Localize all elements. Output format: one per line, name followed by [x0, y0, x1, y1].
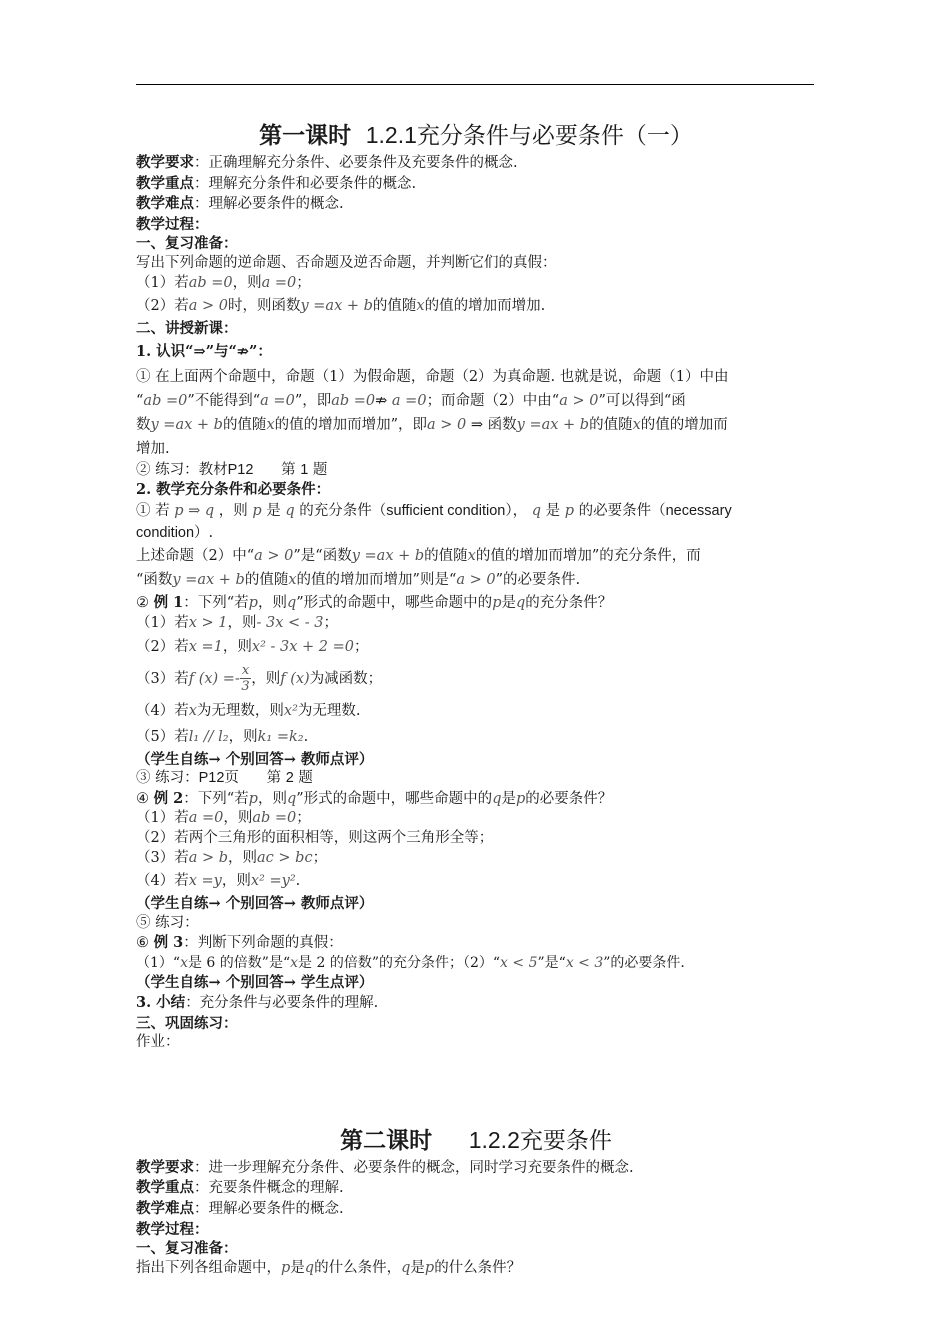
not-implies-icon: ⇏: [236, 342, 250, 360]
text: 的值随: [589, 416, 633, 433]
text: ”形式的命题中，哪些命题中的: [296, 790, 493, 807]
text: ：下列“若: [183, 594, 249, 611]
l1-example-3-items: [136, 954, 816, 974]
text: ”与“: [205, 342, 237, 360]
math: y =ax + b: [300, 298, 373, 315]
l2-review-heading: 一、复习准备：: [136, 1240, 238, 1258]
text: 是: [501, 594, 516, 611]
label: 例 2: [153, 789, 184, 807]
text: 的什么条件？: [434, 1259, 522, 1276]
text: 的值的增加而增加”则是“: [296, 571, 457, 588]
text: ③ 练习：: [136, 770, 199, 787]
text: 的值随: [424, 547, 468, 564]
text: 增加.: [136, 440, 170, 457]
math: q: [492, 790, 502, 807]
math: q: [401, 1259, 411, 1276]
l1-example-3: [136, 933, 816, 954]
text: condition: [136, 524, 195, 541]
text: ，则: [221, 873, 251, 890]
lesson1-title-number: 1.2.1: [365, 122, 417, 148]
text: sufficient condition: [386, 502, 506, 519]
l1-definition: [136, 500, 816, 544]
text: ，则: [223, 810, 253, 827]
lesson2-title: [136, 1123, 816, 1158]
not-implies-icon: ⇏: [375, 392, 388, 409]
text: 的值随: [372, 298, 417, 315]
section-spacer: [136, 1053, 816, 1115]
text: 2: [285, 770, 294, 787]
text: ：理解必要条件的概念.: [194, 196, 344, 213]
text: 的值的增加而增加.: [424, 298, 546, 315]
l1-requirement: [136, 153, 816, 174]
text: （1）若: [136, 810, 189, 827]
l1-homework: 作业：: [136, 1034, 180, 1051]
math: a =0: [391, 392, 427, 409]
math: q: [304, 1259, 315, 1276]
text: 是: [501, 790, 516, 807]
text: （4）若: [136, 873, 189, 890]
text: ，则: [227, 614, 257, 631]
text: 的必要条件？: [525, 790, 613, 807]
text: 函数: [487, 416, 517, 433]
l1-example-2: [136, 789, 816, 810]
l1-paragraph-1: [136, 365, 816, 461]
text: 是: [290, 1259, 305, 1276]
implies-icon: ⇒: [470, 416, 484, 433]
text: “函数: [136, 571, 173, 588]
math: p: [281, 1259, 291, 1276]
math: x < 5: [500, 954, 538, 971]
text: ”，即: [294, 392, 332, 409]
text: ① 在上面两个命题中，命题（1）为假命题，命题（2）为真命题. 也就是说，命题（1）中由: [136, 368, 729, 385]
label: 例 1: [153, 593, 184, 611]
text: （2）若: [136, 298, 189, 315]
text: 1: [300, 461, 309, 478]
lesson1-title-text: 充分条件与必要条件（一）: [416, 123, 693, 149]
implies-icon: ⇒: [193, 342, 206, 360]
text: 指出下列各组命题中，: [136, 1259, 281, 1276]
text: 的充分条件（: [299, 502, 387, 519]
math: a =0: [260, 392, 295, 409]
text: 上述命题（2）中“: [136, 547, 255, 564]
fraction-numerator: x: [241, 663, 250, 679]
math: x² - 3x + 2 =0: [251, 638, 354, 655]
text: ：判断下列命题的真假：: [183, 935, 343, 952]
math: ab =0: [331, 392, 376, 409]
text: ，则: [251, 670, 281, 687]
l2-review-question: [136, 1259, 816, 1279]
math: x: [180, 954, 188, 971]
math: p: [248, 790, 258, 807]
text: ⑥: [136, 935, 154, 952]
text: 为无理数，则: [196, 702, 284, 719]
text: 的值的增加而增加”，即: [274, 416, 428, 433]
l1-new-lesson-heading: 二、讲授新课：: [136, 320, 238, 338]
text: 的必要条件（: [578, 502, 666, 519]
text: ：下列“若: [183, 790, 249, 807]
text: ），: [505, 502, 528, 519]
l1-example-1-item-4: [136, 698, 816, 724]
math: p ⇒ q: [174, 502, 215, 519]
math: - 3x < - 3: [256, 614, 324, 631]
l1-difficulty: [136, 194, 816, 215]
label: 教学重点: [136, 1179, 194, 1197]
l1-consolidation-heading: 三、巩固练习：: [136, 1014, 238, 1032]
lesson2-title-number: 1.2.2: [468, 1126, 520, 1153]
math: ab =0: [143, 392, 188, 409]
text: （2）若: [136, 638, 189, 655]
text: ，则: [232, 274, 262, 291]
text: （3）若: [136, 849, 189, 866]
text: ② 练习：教材: [136, 461, 228, 478]
text: （1）若: [136, 274, 189, 291]
math: x: [188, 702, 197, 719]
math: p: [248, 594, 258, 611]
label: 教学难点: [136, 1200, 194, 1218]
l2-key-point: [136, 1178, 816, 1199]
l1-review-item-1: [136, 274, 816, 294]
text: 时，则函数: [227, 298, 301, 315]
math: y =ax + b: [351, 547, 425, 564]
math: x < 3: [565, 954, 604, 971]
text: 的充分条件？: [525, 594, 613, 611]
text: 的什么条件，: [314, 1259, 402, 1276]
math: p: [492, 594, 502, 611]
l1-process-heading: 教学过程：: [136, 215, 209, 233]
l1-key-point: [136, 174, 816, 195]
math: x: [266, 416, 275, 433]
text: 第: [266, 770, 282, 787]
math: x: [290, 954, 299, 971]
text: 为无理数.: [297, 702, 361, 719]
math: x²: [283, 702, 298, 719]
label: 例 3: [153, 934, 184, 952]
text: ”是“函数: [293, 547, 352, 564]
l1-review-text: 写出下列命题的逆命题、否命题及逆否命题，并判断它们的真假：: [136, 254, 557, 271]
text: ”形式的命题中，哪些命题中的: [296, 594, 493, 611]
text: 的值的增加而: [640, 416, 728, 433]
text: 是 6 的倍数”是“: [187, 954, 291, 971]
text: 的值随: [244, 571, 289, 588]
l1-example-1: [136, 592, 816, 614]
math: q: [286, 594, 297, 611]
text: ，则: [257, 790, 287, 807]
text: （3）若: [136, 670, 189, 687]
math: a > 0: [254, 547, 294, 564]
l1-example-1-item-1: [136, 614, 816, 634]
text: ：充要条件概念的理解.: [194, 1180, 344, 1197]
math: a =0: [261, 274, 297, 291]
text: necessary: [665, 502, 732, 519]
text: ；: [296, 274, 311, 291]
text: （5）若: [136, 728, 189, 745]
math: a > 0: [456, 571, 496, 588]
l1-example-2-item-1: [136, 809, 816, 829]
text: 的值随: [222, 416, 267, 433]
label: 教学要求: [136, 154, 194, 171]
lesson2-title-text: 充要条件: [519, 1127, 612, 1154]
l1-flow-note-1: （学生自练→ 个别回答→ 教师点评）: [136, 750, 374, 768]
lesson2-title-bold: 第二课时: [340, 1126, 433, 1154]
l1-review-item-2: [136, 293, 816, 319]
l1-example-1-item-5: [136, 724, 816, 750]
text: （1）“: [136, 954, 181, 971]
math: a > 0: [427, 416, 467, 433]
l1-exercise-1: [136, 461, 816, 481]
text: “: [136, 392, 144, 409]
text: （4）若: [136, 702, 189, 719]
math: p: [252, 502, 262, 519]
l2-requirement: [136, 1158, 816, 1179]
l1-section-1-heading: [136, 339, 816, 365]
math: y =ax + b: [150, 416, 223, 433]
text: P12: [198, 770, 225, 787]
math: q: [515, 594, 526, 611]
text: 的值的增加而增加”的充分条件，而: [475, 547, 701, 564]
math: y =ax + b: [172, 571, 245, 588]
math: a > 0: [188, 298, 228, 315]
text: ① 若: [136, 502, 170, 519]
text: 第: [281, 461, 296, 478]
math: p: [424, 1259, 435, 1276]
math: a =0: [188, 810, 224, 827]
l1-exercise-3: ⑤ 练习：: [136, 914, 199, 931]
lesson1-title-bold: 第一课时: [259, 122, 352, 149]
math: q: [285, 502, 295, 519]
text: ；: [296, 810, 311, 827]
text: ②: [136, 594, 154, 611]
l1-flow-note-3: （学生自练→ 个别回答→ 学生点评）: [136, 974, 374, 992]
text: 是: [410, 1259, 425, 1276]
math: p: [564, 502, 574, 519]
document-page: [136, 118, 816, 1278]
text: 为减函数；: [309, 670, 383, 687]
text: 1. 认识“: [136, 342, 194, 360]
l2-process-heading: 教学过程：: [136, 1220, 209, 1238]
text: 数: [136, 416, 151, 433]
text: ；: [323, 614, 339, 631]
text: 页: [224, 770, 239, 787]
text: ：正确理解充分条件、必要条件及充要条件的概念.: [194, 155, 518, 171]
text: ”可以得到“函: [598, 392, 686, 409]
text: ，则: [222, 638, 252, 655]
text: ，则: [218, 502, 248, 519]
lesson1-title: [136, 118, 816, 153]
text: 题: [312, 461, 328, 478]
text: （1）若: [136, 614, 189, 631]
l1-review-heading: 一、复习准备：: [136, 235, 238, 253]
text: ，则: [228, 849, 258, 866]
text: ；: [312, 849, 328, 866]
text: .: [303, 728, 309, 745]
l1-example-1-item-2: [136, 634, 816, 660]
text: ：进一步理解充分条件、必要条件的概念，同时学习充要条件的概念.: [194, 1159, 634, 1176]
text: 是: [545, 502, 561, 519]
math: x² =y²: [250, 873, 296, 890]
math: q: [531, 502, 541, 519]
label: 教学要求: [136, 1158, 194, 1176]
text: .: [295, 873, 301, 890]
text: ”是“: [537, 954, 566, 971]
text: ：充分条件与必要条件的理解.: [185, 995, 379, 1012]
text: ，则: [228, 728, 258, 745]
math: x =y: [188, 873, 222, 890]
text: 是: [266, 502, 281, 519]
l2-difficulty: [136, 1199, 816, 1220]
l1-example-2-item-3: [136, 849, 816, 869]
text: ）.: [194, 524, 214, 541]
label: 教学难点: [136, 195, 194, 213]
math: l₁ // l₂: [188, 728, 229, 745]
math: ab =0: [252, 810, 297, 827]
l1-above-statement: [136, 544, 816, 592]
text: ：理解必要条件的概念.: [194, 1201, 344, 1218]
l1-flow-note-2: （学生自练→ 个别回答→ 教师点评）: [136, 895, 374, 913]
fraction: [240, 663, 251, 694]
math: ac > bc: [257, 849, 313, 866]
text: ”不能得到“: [187, 392, 261, 409]
math: f (x) =-: [188, 670, 240, 687]
l1-example-1-item-3: [136, 660, 816, 698]
math: x: [632, 416, 641, 433]
text: P12: [227, 461, 254, 478]
l1-example-2-item-2: （2）若两个三角形的面积相等，则这两个三角形全等；: [136, 829, 494, 846]
math: x: [288, 571, 297, 588]
math: f (x): [280, 670, 310, 687]
text: ；而命题（2）中由“: [426, 392, 560, 409]
text: 是 2 的倍数”的充分条件；（2）“: [298, 954, 501, 971]
l1-summary: [136, 993, 816, 1014]
math: x: [416, 298, 425, 315]
text: ；: [354, 638, 369, 655]
fraction-denominator: 3: [241, 679, 250, 695]
text: ④: [136, 790, 154, 807]
math: ab =0: [188, 274, 233, 291]
math: x =1: [188, 638, 223, 655]
text: ”的必要条件.: [495, 571, 581, 588]
text: ”的必要条件.: [603, 954, 685, 971]
math: k₁ =k₂: [257, 728, 304, 745]
label: 3. 小结: [136, 994, 186, 1012]
math: x: [467, 547, 476, 564]
math: x > 1: [188, 614, 228, 631]
text: ”：: [249, 342, 272, 360]
math: q: [286, 790, 297, 807]
l1-section-2-heading: 2. 教学充分条件和必要条件：: [136, 481, 331, 499]
math: p: [515, 790, 526, 807]
text: ：理解充分条件和必要条件的概念.: [194, 175, 417, 192]
math: a > 0: [559, 392, 599, 409]
math: a > b: [188, 849, 229, 866]
text: 题: [298, 770, 313, 787]
math: y =ax + b: [516, 416, 590, 433]
header-rule: [136, 84, 814, 85]
l1-exercise-2: [136, 769, 816, 789]
text: ，则: [257, 594, 287, 611]
l1-example-2-item-4: [136, 868, 816, 894]
label: 教学重点: [136, 174, 194, 192]
